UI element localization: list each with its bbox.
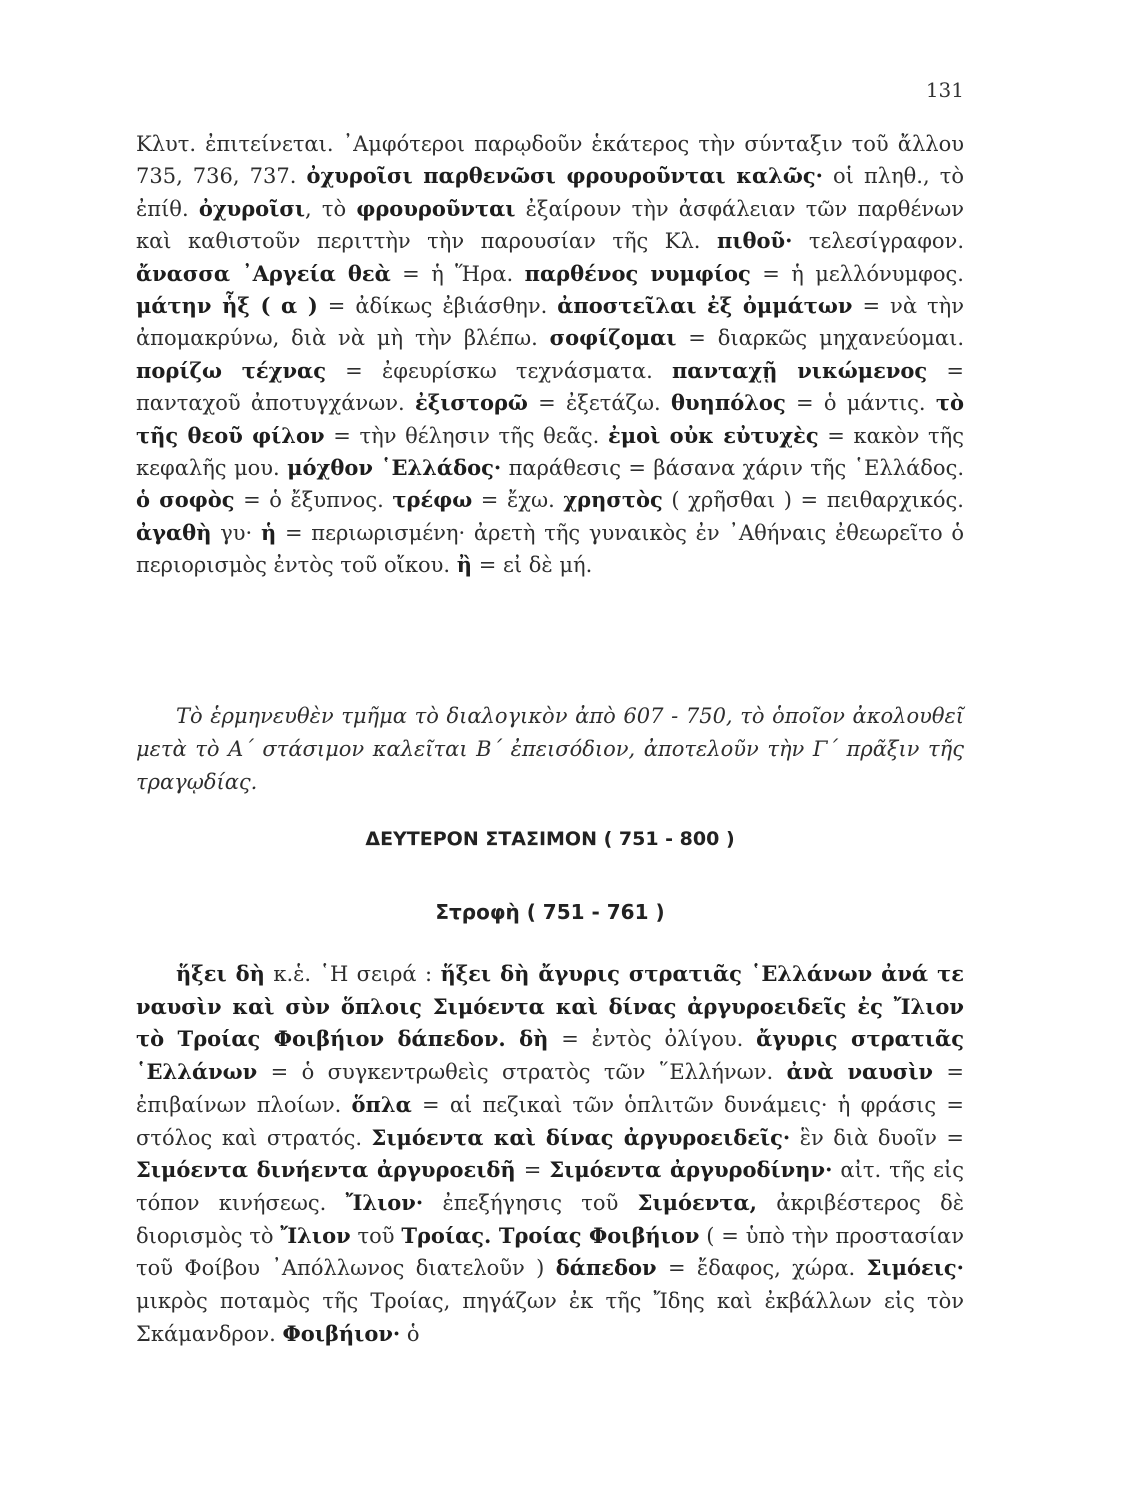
- summary-paragraph: [136, 700, 964, 799]
- text-run: = ἀδίκως ἐβιάσθην.: [317, 294, 558, 319]
- bold-term: ἢ: [456, 552, 473, 578]
- text-run: γυ·: [211, 520, 261, 545]
- bold-term: πανταχῇ νικώμενος: [671, 357, 928, 383]
- bold-term: Τροίας. Τροίας Φοιβήιον: [401, 1222, 700, 1248]
- summary-text: Τὸ ἑρμηνευθὲν τμῆμα τὸ διαλογικὸν ἀπὸ 607 - 750, τὸ ὁποῖον ἀκολουθεῖ μετὰ τὸ Α΄ στάσιμον καλεῖται Β΄ ἐπεισόδιον, ἀποτελοῦν τὴν Γ΄ πρᾶξιν τῆς τραγῳδίας.: [136, 704, 964, 794]
- bold-term: μόχθον ῾Ελλάδος·: [287, 455, 502, 481]
- text-run: αἰτ. τῆς εἰς τόπον κινήσεως.: [136, 1158, 964, 1215]
- text-run: = ἔδαφος, χώρα.: [656, 1256, 867, 1281]
- text-run: = ὁ ἔξυπνος.: [234, 488, 393, 513]
- text-run: = εἰ δὲ μή.: [472, 553, 593, 578]
- bold-term: δάπεδον: [555, 1255, 657, 1281]
- bold-term: ἀγαθὴ: [136, 519, 212, 545]
- bold-term: Σιμόεντα καὶ δίνας ἀργυροειδεῖς·: [371, 1124, 791, 1150]
- bold-term: Σιμόεντα ἀργυροδίνην·: [549, 1157, 833, 1183]
- bold-term: ἡ: [260, 519, 277, 545]
- text-run: = ἐπιβαίνων πλοίων.: [136, 1060, 964, 1117]
- text-run: = περιωρισμένη· ἀρετὴ τῆς γυναικὸς ἐν ᾿Αθήναις ἐθεωρεῖτο ὁ περιορισμὸς ἐντὸς τοῦ οἴκου.: [136, 520, 965, 578]
- bold-term: χρηστὸς: [563, 487, 663, 513]
- bold-term: ἥξει δὴ: [176, 961, 265, 986]
- bold-term: ἀνὰ ναυσὶν: [786, 1059, 934, 1085]
- text-run: τελεσίγραφον.: [792, 229, 964, 254]
- text-run: ἓν διὰ δυοῖν =: [790, 1125, 964, 1150]
- bold-term: πιθοῦ·: [716, 228, 793, 254]
- bold-term: Σιμόεντα δινήεντα ἀργυροειδῆ: [136, 1157, 516, 1183]
- bold-term: Σιμόεντα,: [637, 1189, 757, 1215]
- bold-term: παρθένος νυμφίος: [524, 260, 751, 286]
- text-run: = ἐξετάζω.: [527, 391, 671, 416]
- bold-term: ὀχυροῖσι: [198, 195, 305, 221]
- text-run: τοῦ: [350, 1223, 402, 1248]
- bold-term: Φοιβήιον·: [282, 1320, 401, 1346]
- bold-term: σοφίζομαι: [549, 325, 677, 351]
- text-run: = ἡ Ἥρα.: [390, 261, 525, 286]
- subsection-heading: Στροφὴ ( 751 - 761 ): [435, 900, 665, 924]
- text-run: = διαρκῶς μηχανεύομαι.: [676, 326, 964, 351]
- bold-term: ἐμοὶ οὐκ εὐτυχὲς: [607, 422, 819, 448]
- bold-term: ἥξει δὴ ἄγυρις στρατιᾶς ῾Ελλάνων ἀνά τε ναυσὶν καὶ σὺν ὅπλοις Σιμόεντα καὶ δίνας ἀργυροειδεῖς ἐς Ἴλιον τὸ Τροίας Φοιβήιον δάπεδον. δὴ: [136, 961, 964, 1052]
- bold-term: Σιμόεις·: [866, 1255, 964, 1281]
- text-run: ἐξαίρουν τὴν ἀσφάλειαν τῶν παρθένων καὶ καθιστοῦν περιττὴν τὴν παρουσίαν τῆς Κλ.: [136, 196, 964, 254]
- bold-term: τρέφω: [392, 487, 473, 513]
- text-run: = ἐντὸς ὀλίγου.: [548, 1027, 757, 1052]
- bold-term: πορίζω τέχνας: [136, 357, 326, 383]
- bold-term: ὅπλα: [351, 1091, 412, 1117]
- text-run: μικρὸς ποταμὸς τῆς Τροίας, πηγάζων ἐκ τῆς Ἴδης καὶ ἐκβάλλων εἰς τὸν Σκάμανδρον.: [136, 1289, 964, 1346]
- section-heading: ΔΕΥΤΕΡΟΝ ΣΤΑΣΙΜΟΝ ( 751 - 800 ): [365, 828, 735, 850]
- bold-term: τὸ τῆς θεοῦ φίλον: [136, 390, 964, 448]
- text-run: = κακὸν τῆς κεφαλῆς μου.: [136, 423, 964, 481]
- text-run: = ἔχω.: [472, 488, 564, 513]
- text-run: = ἡ μελλόνυμφος.: [750, 261, 964, 286]
- bold-term: ἄγυρις στρατιᾶς ῾Ελλάνων: [136, 1026, 964, 1085]
- text-run: = αἱ πεζικαὶ τῶν ὁπλιτῶν δυνάμεις· ἡ φράσις = στόλος καὶ στρατός.: [136, 1092, 964, 1150]
- bold-term: ὀχυροῖσι παρθενῶσι φρουροῦνται καλῶς·: [306, 163, 823, 189]
- text-run: =: [515, 1158, 550, 1183]
- bold-term: θυηπόλος: [670, 390, 786, 416]
- text-run: = ὁ συγκεντρωθεὶς στρατὸς τῶν ῞Ελλήνων.: [257, 1060, 787, 1085]
- text-run: Κλυτ. ἐπιτείνεται. ᾿Αμφότεροι παρῳδοῦν ἑκάτερος τὴν σύνταξιν τοῦ ἄλλου 735, 736, 737.: [136, 132, 964, 189]
- text-run: κ.ἑ. ῾Η σειρά :: [264, 962, 441, 986]
- text-run: = νὰ τὴν ἀπομακρύνω, διὰ νὰ μὴ τὴν βλέπω.: [136, 294, 964, 351]
- commentary-paragraph-1: [136, 128, 964, 582]
- page-number: 131: [925, 78, 964, 102]
- commentary-paragraph-2: [136, 958, 964, 1350]
- bold-term: ἐξιστορῶ: [414, 390, 528, 416]
- text-run: ἀκριβέστερος δὲ διορισμὸς τὸ: [136, 1190, 964, 1248]
- text-run: παράθεσις = βάσανα χάριν τῆς ῾Ελλάδος.: [501, 456, 965, 481]
- text-run: ( = ὑπὸ τὴν προστασίαν τοῦ Φοίβου ᾿Απόλλωνος διατελοῦν ): [136, 1223, 964, 1281]
- bold-term: ἀποστεῖλαι ἐξ ὀμμάτων: [557, 293, 853, 319]
- text-run: οἱ πληθ., τὸ ἐπίθ.: [136, 164, 964, 221]
- text-run: ὁ: [400, 1321, 420, 1346]
- bold-term: Ἴλιον: [280, 1222, 351, 1248]
- text-run: = ὁ μάντις.: [785, 391, 936, 416]
- bold-term: ὁ σοφὸς: [136, 487, 235, 513]
- text-run: = ἐφευρίσκω τεχνάσματα.: [326, 358, 672, 383]
- text-run: = τὴν θέλησιν τῆς θεᾶς.: [324, 423, 608, 448]
- text-run: = πανταχοῦ ἀποτυγχάνων.: [136, 358, 964, 416]
- bold-term: Ἴλιον·: [345, 1189, 424, 1215]
- text-run: ( χρῆσθαι ) = πειθαρχικός.: [662, 488, 964, 513]
- text-run: , τὸ: [305, 196, 357, 221]
- bold-term: φρουροῦνται: [356, 195, 516, 221]
- bold-term: μάτην ἧξ ( α ): [136, 293, 318, 319]
- text-run: ἐπεξήγησις τοῦ: [423, 1190, 638, 1215]
- bold-term: ἄνασσα ᾿Αργεία θεὰ: [136, 260, 391, 286]
